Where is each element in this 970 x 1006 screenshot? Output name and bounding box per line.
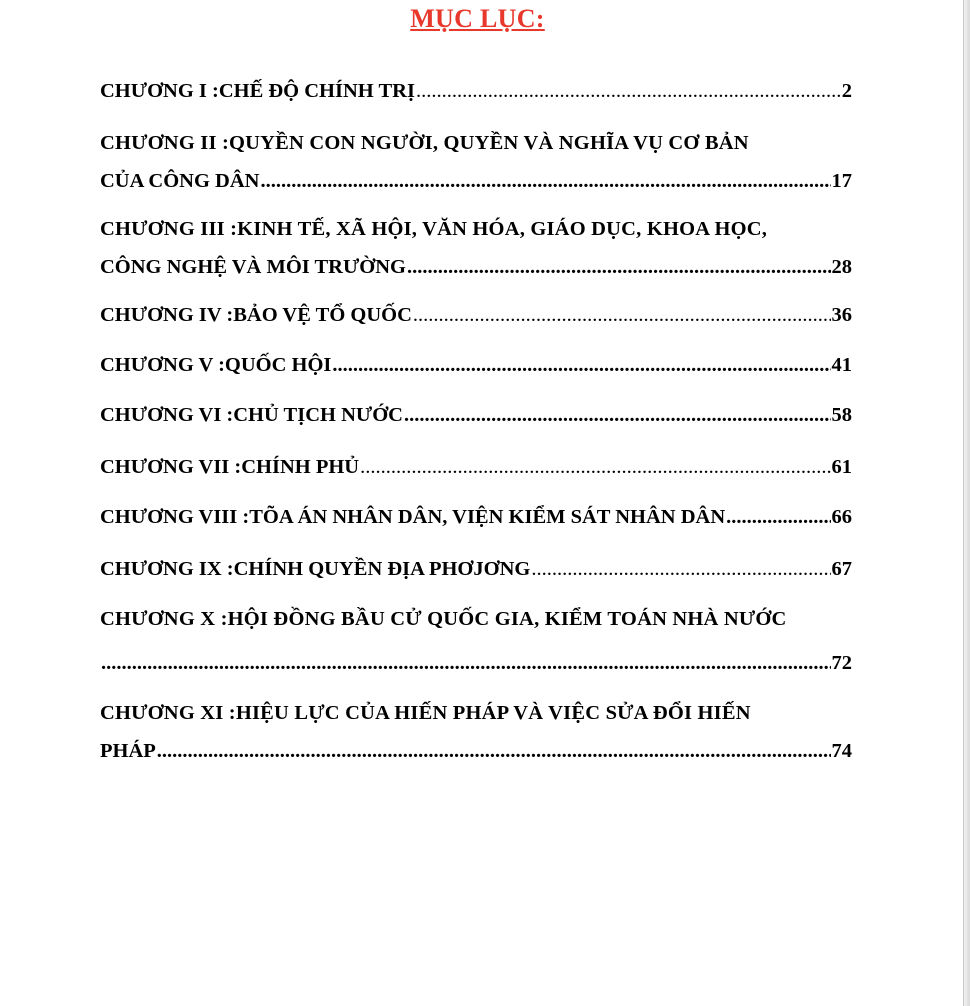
toc-entry-chuong-8[interactable]: [100, 498, 852, 536]
toc-title: MỤC LỤC:: [410, 4, 545, 33]
toc-entry-label-line-2: PHÁP: [100, 740, 156, 762]
toc-page-number: 17: [831, 170, 852, 192]
toc-entry-label-line-1: CHƯƠNG II :QUYỀN CON NGƯỜI, QUYỀN VÀ NGHĨA VỤ CƠ BẢN: [100, 132, 749, 154]
toc-page-number: 41: [831, 354, 852, 376]
page-edge: [963, 0, 970, 1006]
toc-page-number: 74: [831, 740, 852, 762]
toc-page-number: 67: [831, 558, 852, 580]
toc-entry-chuong-9[interactable]: [100, 550, 852, 588]
toc-entry-label: CHƯƠNG VII :CHÍNH PHỦ: [100, 456, 360, 478]
dot-leader: [260, 162, 830, 200]
toc-entry-label-line-2: CÔNG NGHỆ VÀ MÔI TRƯỜNG: [100, 256, 406, 278]
dot-leader: [413, 296, 831, 334]
toc-entry-chuong-10[interactable]: [100, 600, 852, 682]
toc-entry-chuong-4[interactable]: [100, 296, 852, 334]
toc-entry-chuong-5[interactable]: [100, 346, 852, 384]
dot-leader: [101, 644, 831, 682]
toc-entry-label: CHƯƠNG VI :CHỦ TỊCH NƯỚC: [100, 404, 403, 426]
toc-entry-label-line-1: CHƯƠNG X :HỘI ĐỒNG BẦU CỬ QUỐC GIA, KIỂM TOÁN NHÀ NƯỚC: [100, 608, 787, 630]
dot-leader: [157, 732, 831, 770]
toc-entry-chuong-7[interactable]: [100, 448, 852, 486]
toc-page-number: 2: [841, 80, 852, 102]
toc-entry-label: CHƯƠNG V :QUỐC HỘI: [100, 354, 332, 376]
toc-entry-label: CHƯƠNG VIII :TÕA ÁN NHÂN DÂN, VIỆN KIỂM SÁT NHÂN DÂN: [100, 506, 726, 528]
toc-page-number: 58: [831, 404, 852, 426]
toc-page-number: 72: [831, 652, 852, 674]
dot-leader: [726, 498, 830, 536]
toc-entry-label-line-1: CHƯƠNG III :KINH TẾ, XÃ HỘI, VĂN HÓA, GIÁO DỤC, KHOA HỌC,: [100, 218, 768, 240]
toc-entry-label: CHƯƠNG IX :CHÍNH QUYỀN ĐỊA PHƠJƠNG: [100, 558, 531, 580]
dot-leader: [416, 72, 841, 110]
dot-leader: [407, 248, 831, 286]
toc-entry-label-line-2: CỦA CÔNG DÂN: [100, 170, 260, 192]
toc-entry-label: CHƯƠNG I :CHẾ ĐỘ CHÍNH TRỊ: [100, 80, 415, 102]
toc-page-number: 61: [831, 456, 852, 478]
toc-page-number: 28: [831, 256, 852, 278]
toc-entry-chuong-6[interactable]: [100, 396, 852, 434]
toc-entry-label-line-1: CHƯƠNG XI :HIỆU LỰC CỦA HIẾN PHÁP VÀ VIỆC SỬA ĐỔI HIẾN: [100, 702, 751, 724]
toc-page-number: 66: [831, 506, 852, 528]
toc-entry-chuong-3[interactable]: [100, 210, 852, 286]
dot-leader: [531, 550, 830, 588]
toc-entry-chuong-1[interactable]: [100, 72, 852, 110]
toc-entry-chuong-11[interactable]: [100, 694, 852, 770]
dot-leader: [360, 448, 830, 486]
toc-page-number: 36: [831, 304, 852, 326]
toc-entry-label: CHƯƠNG IV :BẢO VỆ TỔ QUỐC: [100, 304, 412, 326]
dot-leader: [332, 346, 830, 384]
dot-leader: [404, 396, 831, 434]
toc-entry-chuong-2[interactable]: [100, 124, 852, 200]
